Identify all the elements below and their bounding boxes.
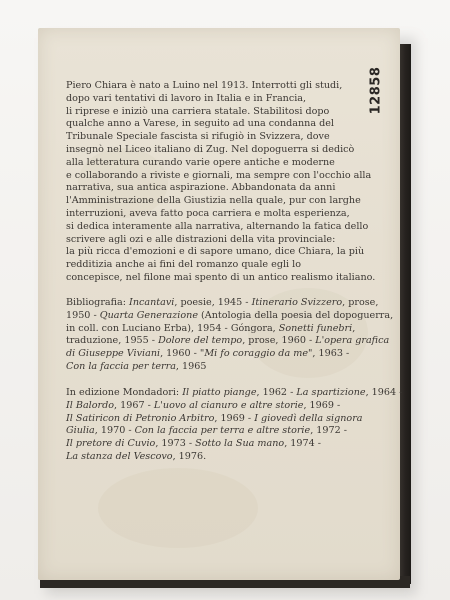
- italic-title: Quarta Generazione: [99, 309, 198, 321]
- text-segment: dopo vari tentativi di lavoro in Italia e in Francia,: [66, 92, 307, 104]
- text-line: [66, 335, 390, 348]
- text-line: [66, 80, 366, 93]
- text-line: [66, 208, 366, 221]
- italic-title: Mi fo coraggio da me: [204, 348, 308, 360]
- italic-title: I giovedì della signora: [254, 412, 363, 424]
- italic-title: Il piatto piange: [182, 387, 257, 398]
- text-segment: concepisce, nel filone mai spento di un antico realismo italiano.: [66, 271, 376, 283]
- text-segment: alla letteratura curando varie opere antiche e moderne: [66, 156, 335, 168]
- text-line: [66, 93, 366, 106]
- text-segment: , 1974 -: [284, 438, 321, 450]
- text-segment: ,: [352, 322, 356, 334]
- text-segment: , 1964 -: [365, 387, 403, 398]
- serial-number-text: 12858: [368, 66, 384, 114]
- text-segment: , 1960 - ": [160, 348, 205, 360]
- text-segment: insegnò nel Liceo italiano di Zug. Nel dopoguerra si dedicò: [66, 143, 355, 155]
- italic-title: L'uovo al cianuro e altre storie: [153, 399, 304, 411]
- text-segment: Piero Chiara è nato a Luino nel 1913. Interrotti gli studi,: [66, 80, 343, 91]
- italic-title: Dolore del tempo: [158, 335, 243, 347]
- text-segment: redditizia anche ai fini del romanzo quale egli lo: [66, 259, 302, 271]
- italic-title: Con la faccia per terra e altre storie: [134, 425, 311, 437]
- text-segment: traduzione, 1955 -: [66, 335, 159, 347]
- text-line: [66, 169, 372, 183]
- text-line: [66, 361, 366, 374]
- text-line: [66, 309, 394, 323]
- text-line: [66, 387, 403, 400]
- text-line: [66, 220, 369, 234]
- text-segment: narrativa, sua antica aspirazione. Abbandonata da anni: [66, 182, 336, 194]
- text-segment: , 1969 -: [303, 399, 341, 411]
- italic-title: Sonetti funebri: [278, 322, 353, 334]
- text-line: [66, 323, 366, 336]
- text-segment: qualche anno a Varese, in seguito ad una condanna del: [66, 118, 334, 130]
- text-line: [66, 157, 366, 170]
- text-line: [66, 106, 366, 119]
- text-segment: (Antologia della poesia del dopoguerra,: [198, 309, 394, 321]
- text-segment: , 1972 -: [310, 425, 347, 437]
- text-segment: , 1962 -: [256, 387, 297, 398]
- italic-title: L'opera grafica: [315, 335, 390, 347]
- text-line: [66, 144, 366, 157]
- text-segment: ", 1963 -: [308, 348, 350, 360]
- text-segment: l'Amministrazione della Giustizia nella quale, pur con larghe: [66, 195, 361, 207]
- text-segment: e collaborando a riviste e giornali, ma sempre con l'occhio alla: [66, 169, 372, 181]
- text-line: [66, 438, 366, 451]
- text-line: [66, 118, 366, 131]
- italic-title: Sotto la Sua mano: [195, 438, 285, 450]
- bibliography-paragraph: [66, 297, 394, 374]
- text-segment: interruzioni, aveva fatto poca carriera e molta esperienza,: [66, 207, 350, 219]
- text-line: [66, 182, 366, 195]
- italic-title: La stanza del Vescovo: [66, 450, 173, 462]
- text-segment: , 1976.: [172, 450, 207, 462]
- text-line: [66, 297, 379, 310]
- italic-title: Incantavi: [129, 297, 175, 308]
- text-segment: , 1969 -: [214, 412, 255, 424]
- italic-title: Il pretore di Cuvio: [66, 438, 156, 450]
- text-line: [66, 451, 366, 464]
- text-segment: , prose,: [342, 297, 379, 308]
- text-line: [66, 259, 366, 272]
- text-segment: scrivere agli ozi e alle distrazioni della vita provinciale:: [66, 233, 336, 245]
- serial-number: [366, 60, 386, 120]
- text-line: [66, 400, 366, 413]
- text-segment: , 1967 -: [114, 399, 154, 411]
- text-line: [66, 271, 376, 285]
- text-segment: , prose, 1960 -: [242, 335, 316, 347]
- text-segment: in coll. con Luciano Erba), 1954 - Góngora,: [66, 322, 279, 334]
- text-line: [66, 413, 366, 426]
- italic-title: Itinerario Svizzero: [251, 297, 343, 308]
- text-line: [66, 348, 366, 361]
- text-line: [66, 246, 366, 259]
- biography-paragraph: [66, 80, 376, 285]
- italic-title: di Giuseppe Viviani: [66, 348, 161, 360]
- text-segment: , poesie, 1945 -: [174, 297, 252, 308]
- text-line: [66, 425, 366, 438]
- text-segment: la più ricca d'emozioni e di sapore umano, dice Chiara, la più: [66, 246, 365, 258]
- text-line: [66, 234, 366, 247]
- italic-title: La spartizione: [296, 387, 366, 398]
- paper-stain: [98, 468, 258, 548]
- text-line: [66, 195, 366, 208]
- italic-title: Giulia: [66, 425, 95, 437]
- text-segment: In edizione Mondadori:: [66, 387, 183, 398]
- text-segment: Tribunale Speciale fascista si rifugiò in Svizzera, dove: [66, 131, 330, 143]
- text-segment: li riprese e iniziò una carriera statale. Stabilitosi dopo: [66, 105, 330, 117]
- text-segment: si dedica interamente alla narrativa, alternando la fatica dello: [66, 220, 369, 232]
- mondadori-editions-paragraph: [66, 387, 403, 464]
- text-segment: Bibliografia:: [66, 297, 130, 308]
- italic-title: Con la faccia per terra: [66, 360, 176, 372]
- italic-title: Il Satiricon di Petronio Arbitro: [66, 412, 215, 424]
- italic-title: Il Balordo: [66, 399, 115, 411]
- text-segment: , 1973 -: [155, 438, 196, 450]
- text-line: [66, 131, 366, 144]
- text-segment: , 1970 -: [94, 425, 135, 437]
- text-segment: 1950 -: [66, 309, 100, 321]
- text-segment: , 1965: [175, 360, 207, 372]
